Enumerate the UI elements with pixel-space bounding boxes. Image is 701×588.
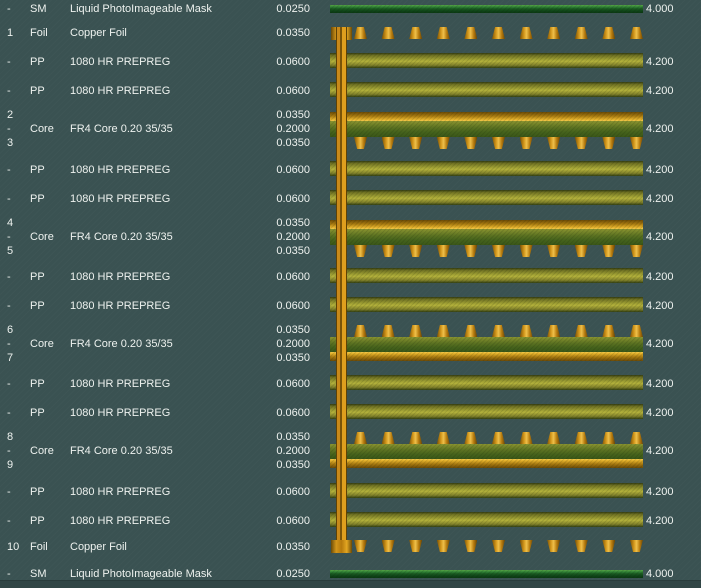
core-dielectric-bar [330, 229, 643, 245]
copper-trace-icon [354, 325, 367, 337]
copper-trace-icon [602, 432, 615, 444]
layer-type: Foil [30, 541, 48, 553]
layer-thickness: 0.0600 [276, 193, 310, 205]
copper-trace-icon [602, 245, 615, 257]
copper-trace-icon [630, 432, 643, 444]
copper-trace-icon [547, 325, 560, 337]
dielectric-constant: 4.200 [646, 271, 674, 283]
copper-trace-icon [630, 245, 643, 257]
copper-trace-icon [575, 245, 588, 257]
soldermask-bar [330, 5, 643, 13]
layer-thickness: 0.0350 [276, 109, 310, 121]
prepreg-bar [330, 375, 643, 390]
layer-number: 9 [7, 459, 14, 471]
copper-trace-pattern [354, 137, 643, 149]
layer-number: - [7, 445, 11, 457]
layer-type: PP [30, 193, 45, 205]
dielectric-constant: 4.200 [646, 85, 674, 97]
copper-trace-icon [354, 432, 367, 444]
layer-material: Liquid PhotoImageable Mask [70, 568, 212, 580]
layer-type: PP [30, 515, 45, 527]
prepreg-bar [330, 82, 643, 97]
dielectric-constant: 4.200 [646, 56, 674, 68]
copper-trace-icon [464, 137, 477, 149]
copper-trace-icon [547, 137, 560, 149]
layer-material: 1080 HR PREPREG [70, 407, 171, 419]
copper-trace-icon [520, 137, 533, 149]
layer-number: - [7, 271, 11, 283]
layer-number: - [7, 300, 11, 312]
layer-thickness: 0.0350 [276, 324, 310, 336]
layer-type: SM [30, 3, 47, 15]
layer-material: 1080 HR PREPREG [70, 164, 171, 176]
layer-number: - [7, 231, 11, 243]
prepreg-bar [330, 161, 643, 176]
copper-trace-icon [437, 27, 450, 39]
copper-trace-icon [520, 325, 533, 337]
prepreg-bar [330, 53, 643, 68]
layer-thickness: 0.0350 [276, 352, 310, 364]
layer-number: 1 [7, 27, 14, 39]
copper-trace-icon [492, 245, 505, 257]
copper-trace-icon [520, 245, 533, 257]
copper-trace-icon [492, 432, 505, 444]
layer-number: - [7, 164, 11, 176]
copper-trace-icon [409, 432, 422, 444]
dielectric-constant: 4.000 [646, 568, 674, 580]
layer-material: 1080 HR PREPREG [70, 193, 171, 205]
dielectric-constant: 4.200 [646, 407, 674, 419]
copper-trace-icon [382, 325, 395, 337]
layer-number: 10 [7, 541, 20, 553]
layer-thickness: 0.2000 [276, 445, 310, 457]
layer-thickness: 0.0350 [276, 245, 310, 257]
copper-trace-icon [520, 27, 533, 39]
copper-trace-icon [575, 27, 588, 39]
prepreg-bar [330, 483, 643, 498]
dielectric-constant: 4.200 [646, 123, 674, 135]
layer-number: - [7, 486, 11, 498]
copper-trace-icon [354, 27, 367, 39]
copper-trace-icon [409, 27, 422, 39]
layer-number: 6 [7, 324, 14, 336]
layer-number: - [7, 378, 11, 390]
copper-trace-icon [354, 540, 367, 552]
dielectric-constant: 4.200 [646, 193, 674, 205]
copper-trace-icon [630, 540, 643, 552]
copper-trace-icon [547, 27, 560, 39]
layer-thickness: 0.0350 [276, 27, 310, 39]
layer-number: 8 [7, 431, 14, 443]
copper-trace-pattern [354, 432, 643, 444]
copper-trace-icon [602, 137, 615, 149]
core-dielectric-bar [330, 337, 643, 352]
layer-type: PP [30, 378, 45, 390]
copper-trace-icon [520, 432, 533, 444]
layer-number: 5 [7, 245, 14, 257]
layer-type: Core [30, 231, 54, 243]
layer-thickness: 0.0600 [276, 407, 310, 419]
layer-type: PP [30, 271, 45, 283]
dielectric-constant: 4.200 [646, 445, 674, 457]
copper-trace-icon [437, 245, 450, 257]
prepreg-bar [330, 268, 643, 283]
copper-trace-icon [630, 27, 643, 39]
copper-trace-icon [547, 540, 560, 552]
copper-trace-icon [464, 245, 477, 257]
layer-thickness: 0.0600 [276, 378, 310, 390]
copper-trace-icon [492, 137, 505, 149]
prepreg-bar [330, 512, 643, 527]
copper-trace-icon [575, 325, 588, 337]
copper-trace-icon [437, 325, 450, 337]
copper-trace-icon [409, 540, 422, 552]
layer-thickness: 0.2000 [276, 231, 310, 243]
layer-type: PP [30, 407, 45, 419]
copper-trace-icon [409, 325, 422, 337]
copper-trace-icon [547, 432, 560, 444]
copper-trace-icon [575, 432, 588, 444]
soldermask-bar [330, 570, 643, 578]
layer-type: PP [30, 486, 45, 498]
copper-trace-icon [382, 137, 395, 149]
copper-trace-icon [464, 27, 477, 39]
copper-trace-icon [602, 27, 615, 39]
layer-type: Core [30, 123, 54, 135]
layer-number: 2 [7, 109, 14, 121]
copper-plane-bar [330, 220, 643, 229]
copper-trace-icon [602, 325, 615, 337]
layer-type: SM [30, 568, 47, 580]
layer-thickness: 0.2000 [276, 338, 310, 350]
copper-trace-icon [575, 137, 588, 149]
layer-thickness: 0.0350 [276, 541, 310, 553]
dielectric-constant: 4.200 [646, 231, 674, 243]
layer-number: - [7, 3, 11, 15]
copper-trace-icon [520, 540, 533, 552]
core-dielectric-bar [330, 444, 643, 459]
layer-thickness: 0.0250 [276, 568, 310, 580]
copper-plane-bar [330, 459, 643, 468]
copper-trace-icon [409, 137, 422, 149]
copper-trace-icon [464, 325, 477, 337]
copper-trace-icon [437, 432, 450, 444]
dielectric-constant: 4.200 [646, 338, 674, 350]
copper-trace-icon [409, 245, 422, 257]
copper-trace-icon [492, 540, 505, 552]
copper-trace-pattern [354, 245, 643, 257]
layer-thickness: 0.0600 [276, 164, 310, 176]
copper-trace-icon [354, 245, 367, 257]
copper-trace-icon [492, 27, 505, 39]
layer-thickness: 0.0600 [276, 486, 310, 498]
layer-type: PP [30, 85, 45, 97]
layer-number: - [7, 193, 11, 205]
layer-number: - [7, 123, 11, 135]
layer-material: 1080 HR PREPREG [70, 515, 171, 527]
copper-trace-icon [382, 432, 395, 444]
layer-material: 1080 HR PREPREG [70, 85, 171, 97]
copper-trace-pattern [354, 540, 643, 552]
dielectric-constant: 4.200 [646, 164, 674, 176]
layer-thickness: 0.0600 [276, 271, 310, 283]
copper-trace-icon [437, 540, 450, 552]
layer-thickness: 0.0600 [276, 515, 310, 527]
copper-trace-icon [437, 137, 450, 149]
layer-number: 7 [7, 352, 14, 364]
layer-thickness: 0.2000 [276, 123, 310, 135]
core-dielectric-bar [330, 121, 643, 137]
layer-material: Copper Foil [70, 541, 127, 553]
layer-material: 1080 HR PREPREG [70, 486, 171, 498]
layer-material: Copper Foil [70, 27, 127, 39]
copper-trace-icon [630, 325, 643, 337]
layer-number: - [7, 338, 11, 350]
layer-material: FR4 Core 0.20 35/35 [70, 123, 173, 135]
layer-thickness: 0.0350 [276, 431, 310, 443]
dielectric-constant: 4.200 [646, 515, 674, 527]
layer-number: - [7, 568, 11, 580]
layer-material: 1080 HR PREPREG [70, 271, 171, 283]
copper-plane-bar [330, 112, 643, 121]
via-barrel-icon [336, 27, 347, 553]
copper-trace-icon [630, 137, 643, 149]
copper-trace-pattern [354, 27, 643, 39]
layer-number: - [7, 515, 11, 527]
layer-material: 1080 HR PREPREG [70, 56, 171, 68]
copper-trace-icon [575, 540, 588, 552]
copper-trace-pattern [354, 325, 643, 337]
layer-type: PP [30, 56, 45, 68]
layer-number: 4 [7, 217, 14, 229]
layer-number: - [7, 407, 11, 419]
dielectric-constant: 4.200 [646, 300, 674, 312]
prepreg-bar [330, 404, 643, 419]
copper-trace-icon [382, 27, 395, 39]
layer-material: 1080 HR PREPREG [70, 378, 171, 390]
layer-material: Liquid PhotoImageable Mask [70, 3, 212, 15]
copper-plane-bar [330, 352, 643, 361]
layer-material: FR4 Core 0.20 35/35 [70, 338, 173, 350]
layer-thickness: 0.0350 [276, 459, 310, 471]
copper-trace-icon [354, 137, 367, 149]
dielectric-constant: 4.200 [646, 378, 674, 390]
layer-type: Core [30, 445, 54, 457]
layer-type: PP [30, 164, 45, 176]
copper-trace-icon [382, 540, 395, 552]
layer-thickness: 0.0600 [276, 85, 310, 97]
dielectric-constant: 4.000 [646, 3, 674, 15]
layer-thickness: 0.0600 [276, 56, 310, 68]
layer-thickness: 0.0350 [276, 217, 310, 229]
layer-number: - [7, 85, 11, 97]
layer-type: Core [30, 338, 54, 350]
via-pad-bottom-icon [331, 540, 352, 553]
layer-type: Foil [30, 27, 48, 39]
copper-trace-icon [547, 245, 560, 257]
prepreg-bar [330, 190, 643, 205]
prepreg-bar [330, 297, 643, 312]
layer-number: 3 [7, 137, 14, 149]
copper-trace-icon [464, 540, 477, 552]
layer-material: FR4 Core 0.20 35/35 [70, 445, 173, 457]
layer-number: - [7, 56, 11, 68]
layer-material: 1080 HR PREPREG [70, 300, 171, 312]
copper-trace-icon [602, 540, 615, 552]
dielectric-constant: 4.200 [646, 486, 674, 498]
layer-material: FR4 Core 0.20 35/35 [70, 231, 173, 243]
layer-thickness: 0.0250 [276, 3, 310, 15]
copper-trace-icon [492, 325, 505, 337]
layer-thickness: 0.0350 [276, 137, 310, 149]
copper-trace-icon [464, 432, 477, 444]
layer-type: PP [30, 300, 45, 312]
layer-thickness: 0.0600 [276, 300, 310, 312]
copper-trace-icon [382, 245, 395, 257]
